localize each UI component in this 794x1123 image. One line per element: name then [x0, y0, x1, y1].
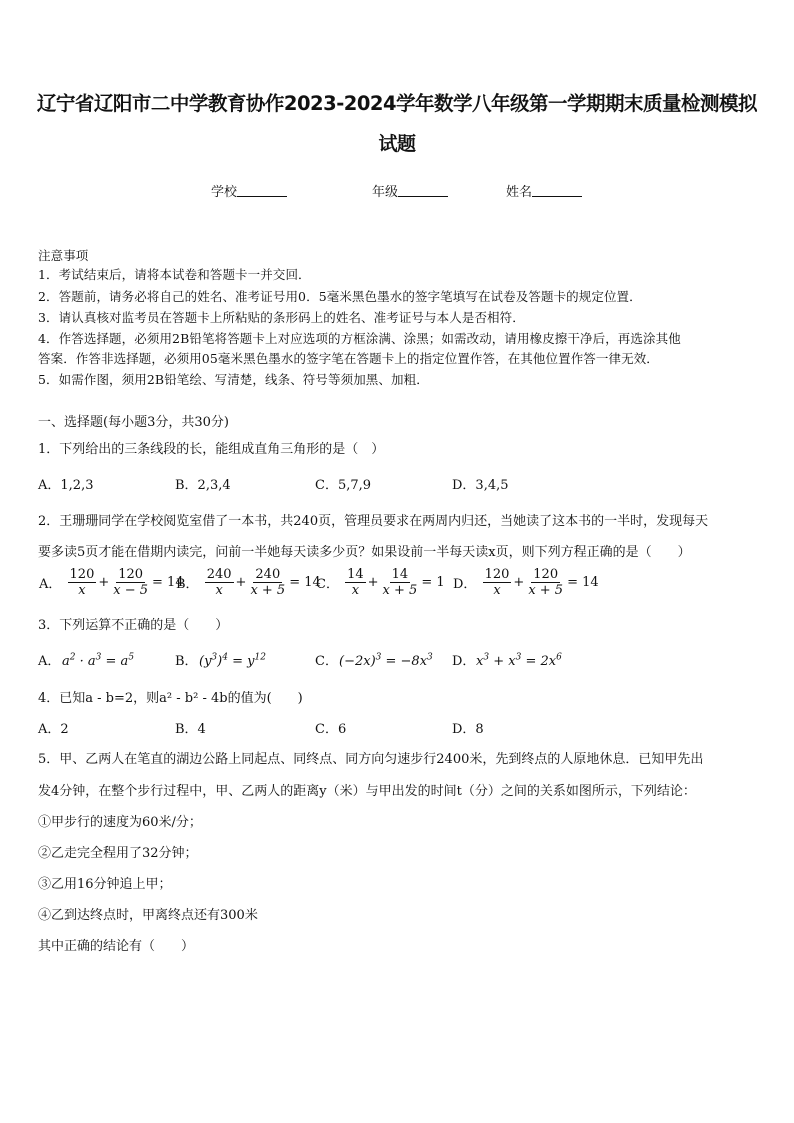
fraction: $\frac{14}{x + 5}$ [382, 567, 418, 598]
q5-statement: ①甲步行的速度为60米/分； [38, 815, 202, 830]
q2-option-b[interactable]: B． $\frac{240}{x}$ + $\frac{240}{x + 5}$ = 14 [176, 567, 321, 598]
question-5-stem: 5．甲、乙两人在笔直的湖边公路上同起点、同终点、同方向匀速步行2400米，先到终点的人原地休息．已知甲先出 [38, 752, 704, 767]
q2-option-c[interactable]: C． $\frac{14}{x}$ + $\frac{14}{x + 5}$ = 1 [316, 567, 445, 598]
note-item: 答案．作答非选择题，必须用05毫米黑色墨水的签字笔在答题卡上的指定位置作答，在其他位置作答一律无效． [38, 351, 659, 366]
q1-option-d[interactable]: D．3,4,5 [452, 478, 509, 493]
question-5-stem-cont: 发4分钟，在整个步行过程中，甲、乙两人的距离y（米）与甲出发的时间t（分）之间的关系如图所示，下列结论： [38, 784, 696, 799]
note-item: 3．请认真核对监考员在答题卡上所粘贴的条形码上的姓名、准考证号与本人是否相符． [38, 310, 525, 325]
expression: $a^2 \cdot a^3 = a^5$ [62, 652, 135, 669]
note-item: 1．考试结束后，请将本试卷和答题卡一并交回． [38, 267, 311, 282]
option-letter: D． [453, 577, 477, 592]
section-heading: 一、选择题(每小题3分，共30分) [38, 415, 229, 430]
q1-option-b[interactable]: B．2,3,4 [175, 478, 231, 493]
fraction: $\frac{240}{x + 5}$ [250, 567, 286, 598]
fraction: $\frac{120}{x - 5}$ [113, 567, 149, 598]
note-item: 5．如需作图，须用2B铅笔绘、写清楚，线条、符号等须加黑、加粗． [38, 372, 429, 387]
q4-option-a[interactable]: A．2 [38, 722, 69, 737]
school-field[interactable] [211, 181, 287, 200]
q3-option-a[interactable]: A． $a^2 \cdot a^3 = a^5$ [38, 652, 135, 669]
exam-title: 辽宁省辽阳市二中学教育协作2023-2024学年数学八年级第一学期期末质量检测模拟 [36, 92, 758, 115]
question-2-stem: 2．王珊珊同学在学校阅览室借了一本书，共240页，管理员要求在两周内归还，当她读了这本书的一半时，发现每天 [38, 514, 709, 529]
expression: $(y^3)^4 = y^{12}$ [199, 652, 266, 669]
option-letter: A． [39, 577, 62, 592]
note-item: 2．答题前，请务必将自己的姓名、准考证号用0．5毫米黑色墨水的签字笔填写在试卷及答题卡的规定位置． [38, 289, 642, 304]
q3-option-c[interactable]: C．$(-2x)^3 = -8x^3$ [315, 652, 433, 669]
q5-closing: 其中正确的结论有（ ） [38, 939, 195, 954]
grade-label: 年级 [372, 185, 399, 200]
grade-field[interactable] [372, 181, 448, 200]
name-label: 姓名 [506, 185, 533, 200]
school-blank[interactable] [237, 184, 287, 197]
q3-option-d[interactable]: D．$x^3 + x^3 = 2x^6$ [452, 652, 562, 669]
school-label: 学校 [211, 185, 238, 200]
option-letter: B． [176, 577, 199, 592]
q4-option-d[interactable]: D．8 [452, 722, 484, 737]
note-item: 4．作答选择题，必须用2B铅笔将答题卡上对应选项的方框涂满、涂黑；如需改动，请用橡皮擦干净后，再选涂其他 [38, 331, 681, 346]
expression: $x^3 + x^3 = 2x^6$ [476, 652, 562, 669]
q2-option-a[interactable]: A． $\frac{120}{x}$ + $\frac{120}{x - 5}$ = 14 [39, 567, 184, 598]
question-2-stem-cont: 要多读5页才能在借期内读完，问前一半她每天读多少页？如果设前一半每天读x页，则下列方程正确的是（ ） [38, 545, 691, 560]
question-1-stem: 1．下列给出的三条线段的长，能组成直角三角形的是（ ） [38, 442, 385, 457]
name-field[interactable] [506, 181, 582, 200]
q5-statement: ④乙到达终点时，甲离终点还有300米 [38, 908, 258, 923]
question-3-stem: 3．下列运算不正确的是（ ） [38, 618, 229, 633]
fraction: $\frac{120}{x}$ [69, 567, 95, 598]
name-blank[interactable] [532, 184, 582, 197]
q2-option-d[interactable]: D． $\frac{120}{x}$ + $\frac{120}{x + 5}$ = 14 [453, 567, 599, 598]
q1-option-a[interactable]: A．1,2,3 [38, 478, 94, 493]
q3-option-b[interactable]: B．$(y^3)^4 = y^{12}$ [175, 652, 266, 669]
q5-statement: ②乙走完全程用了32分钟； [38, 846, 198, 861]
expression: $(-2x)^3 = -8x^3$ [339, 652, 433, 669]
exam-title-cont: 试题 [378, 133, 416, 155]
fraction: $\frac{240}{x}$ [206, 567, 232, 598]
q4-option-c[interactable]: C．6 [315, 722, 347, 737]
q1-option-c[interactable]: C．5,7,9 [315, 478, 372, 493]
question-4-stem: 4．已知a - b=2，则a² - b² - 4b的值为( ) [38, 691, 303, 706]
q5-statement: ③乙用16分钟追上甲； [38, 877, 172, 892]
option-letter: C． [316, 577, 339, 592]
fraction: $\frac{120}{x}$ [484, 567, 510, 598]
fraction: $\frac{14}{x}$ [347, 567, 364, 598]
notes-heading: 注意事项 [38, 248, 89, 263]
q4-option-b[interactable]: B．4 [175, 722, 206, 737]
fraction: $\frac{120}{x + 5}$ [528, 567, 564, 598]
grade-blank[interactable] [398, 184, 448, 197]
